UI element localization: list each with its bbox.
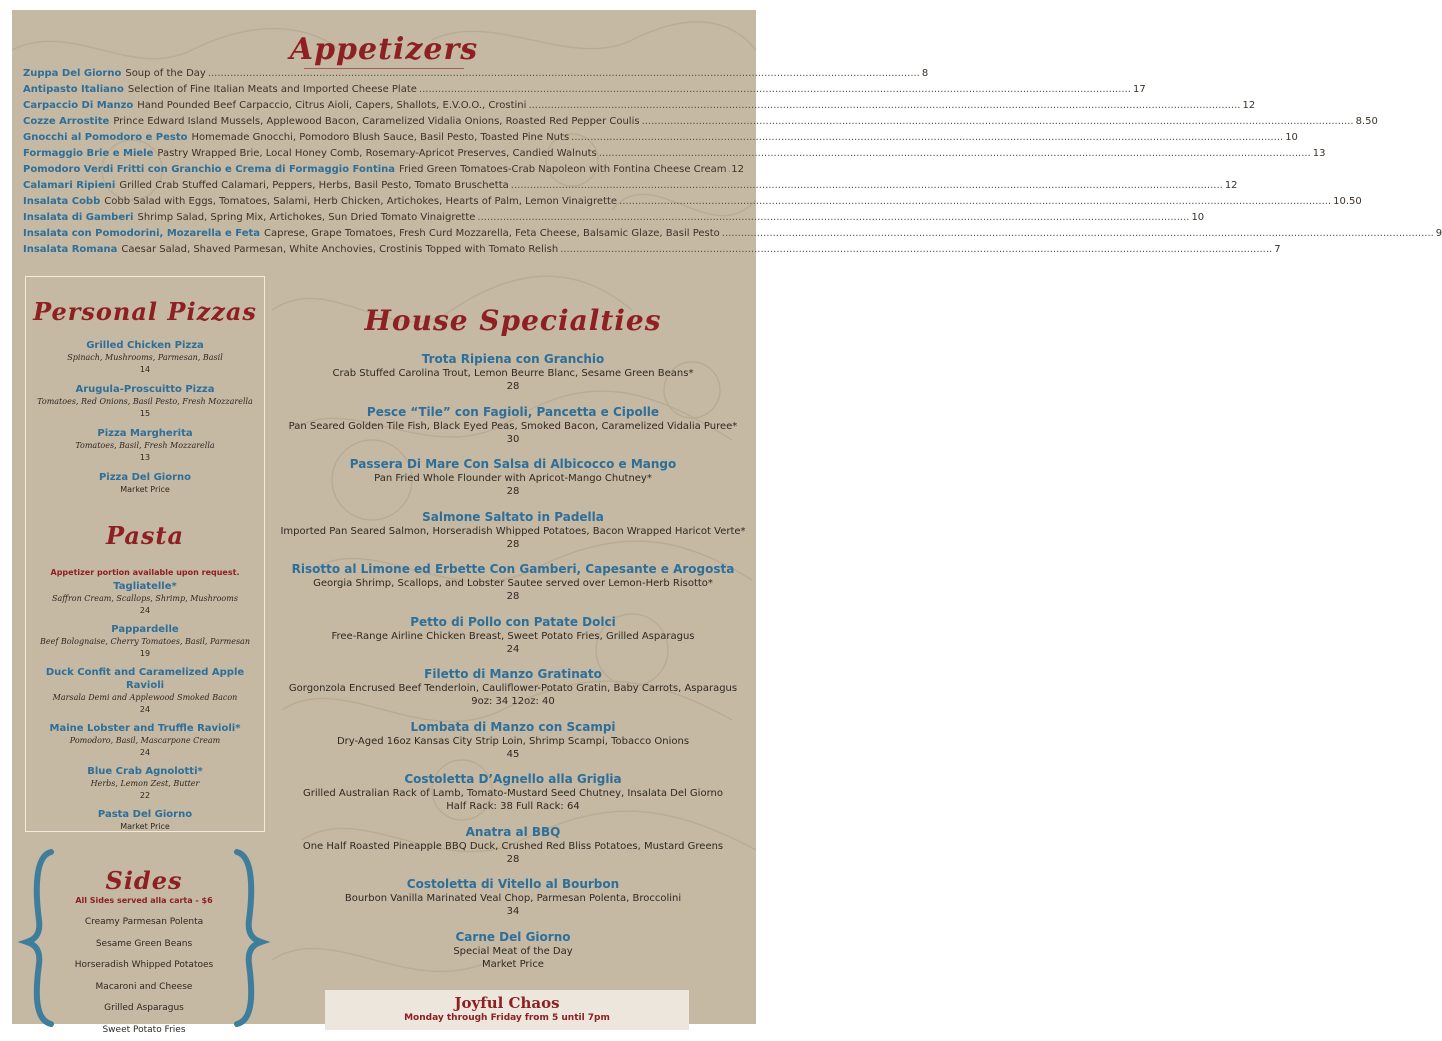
appetizer-description: Caprese, Grape Tomatoes, Fresh Curd Mozzarella, Feta Cheese, Balsamic Glaze, Basil Pesto: [264, 228, 720, 239]
appetizers-heading: Appetizers: [12, 32, 756, 67]
specialty-price: Half Rack: 38 Full Rack: 64: [270, 800, 756, 813]
appetizer-row: [23, 148, 744, 164]
appetizer-name: Cozze Arrostite: [23, 116, 109, 127]
pasta-price: Market Price: [26, 821, 264, 833]
house-specialties-list: [270, 352, 756, 982]
pasta-note: Appetizer portion available upon request.: [26, 567, 264, 579]
appetizer-row: [23, 84, 744, 100]
pizza-price: 14: [26, 364, 264, 376]
appetizer-price: 13: [1313, 148, 1326, 159]
dot-leader: [477, 212, 1189, 223]
specialty-price: 28: [270, 485, 756, 498]
pizza-name: Grilled Chicken Pizza: [26, 339, 264, 352]
specialty-price: 28: [270, 538, 756, 551]
appetizer-price: 12: [1225, 180, 1238, 191]
pizza-description: Spinach, Mushrooms, Parmesan, Basil: [26, 352, 264, 364]
appetizer-name: Carpaccio Di Manzo: [23, 100, 133, 111]
pasta-price: 22: [26, 790, 264, 802]
appetizer-price: 12: [1242, 100, 1255, 111]
appetizer-row: [23, 212, 744, 228]
happy-hour-title: Joyful Chaos: [325, 994, 689, 1012]
specialty-price: 9oz: 34 12oz: 40: [270, 695, 756, 708]
menu-page: [12, 10, 756, 1024]
specialty-item: [270, 510, 756, 563]
specialty-item: [270, 877, 756, 930]
appetizer-row: [23, 228, 744, 244]
appetizer-description: Homemade Gnocchi, Pomodoro Blush Sauce, Basil Pesto, Toasted Pine Nuts: [192, 132, 570, 143]
specialty-price: Market Price: [270, 958, 756, 971]
specialty-description: Grilled Australian Rack of Lamb, Tomato-Mustard Seed Chutney, Insalata Del Giorno: [270, 787, 756, 800]
pasta-description: Marsala Demi and Applewood Smoked Bacon: [26, 692, 264, 704]
side-item: Sweet Potato Fries: [25, 1020, 263, 1041]
appetizer-price: 12: [731, 164, 744, 175]
specialty-description: One Half Roasted Pineapple BBQ Duck, Crushed Red Bliss Potatoes, Mustard Greens: [270, 840, 756, 853]
pasta-heading: Pasta: [26, 521, 264, 550]
appetizer-name: Zuppa Del Giorno: [23, 68, 121, 79]
house-specialties-heading: House Specialties: [270, 304, 756, 337]
side-item: Sesame Green Beans: [25, 934, 263, 956]
appetizer-name: Pomodoro Verdi Fritti con Granchio e Crema di Formaggio Fontina: [23, 164, 395, 175]
pizza-name: Pizza Del Giorno: [26, 471, 264, 484]
specialty-description: Special Meat of the Day: [270, 945, 756, 958]
appetizer-row: [23, 164, 744, 180]
pasta-name: Pappardelle: [26, 623, 264, 636]
appetizer-price: 10.50: [1333, 196, 1362, 207]
dot-leader: [208, 68, 920, 79]
specialty-name: Anatra al BBQ: [270, 825, 756, 840]
appetizer-price: 7: [1274, 244, 1280, 255]
dot-leader: [619, 196, 1331, 207]
appetizers-list: [23, 68, 744, 260]
specialty-item: [270, 615, 756, 668]
dot-leader: [722, 228, 1434, 239]
specialty-description: Dry-Aged 16oz Kansas City Strip Loin, Shrimp Scampi, Tobacco Onions: [270, 735, 756, 748]
pasta-list: [26, 580, 264, 833]
specialty-name: Petto di Pollo con Patate Dolci: [270, 615, 756, 630]
appetizer-description: Fried Green Tomatoes-Crab Napoleon with Fontina Cheese Cream: [399, 164, 727, 175]
appetizer-name: Insalata con Pomodorini, Mozarella e Feta: [23, 228, 260, 239]
appetizer-description: Pastry Wrapped Brie, Local Honey Comb, Rosemary-Apricot Preserves, Candied Walnuts: [157, 148, 596, 159]
pasta-price: 24: [26, 747, 264, 759]
specialty-description: Free-Range Airline Chicken Breast, Sweet Potato Fries, Grilled Asparagus: [270, 630, 756, 643]
appetizer-row: [23, 68, 744, 84]
appetizer-price: 9: [1436, 228, 1442, 239]
specialty-item: [270, 772, 756, 825]
pasta-item: [26, 722, 264, 759]
pizza-item: [26, 471, 264, 496]
appetizer-row: [23, 132, 744, 148]
specialty-name: Costoletta di Vitello al Bourbon: [270, 877, 756, 892]
appetizer-name: Insalata di Gamberi: [23, 212, 133, 223]
personal-pizzas-heading: Personal Pizzas: [26, 297, 264, 326]
dot-leader: [560, 244, 1272, 255]
appetizer-row: [23, 100, 744, 116]
appetizer-description: Selection of Fine Italian Meats and Imported Cheese Plate: [128, 84, 417, 95]
pasta-price: 19: [26, 648, 264, 660]
dot-leader: [528, 100, 1240, 111]
specialty-description: Imported Pan Seared Salmon, Horseradish Whipped Potatoes, Bacon Wrapped Haricot Verte*: [270, 525, 756, 538]
pasta-item: [26, 765, 264, 802]
specialty-name: Carne Del Giorno: [270, 930, 756, 945]
sides-list: [25, 912, 263, 1041]
pasta-description: Herbs, Lemon Zest, Butter: [26, 778, 264, 790]
specialty-item: [270, 667, 756, 720]
appetizer-description: Grilled Crab Stuffed Calamari, Peppers, Herbs, Basil Pesto, Tomato Bruschetta: [119, 180, 508, 191]
specialty-price: 34: [270, 905, 756, 918]
specialty-price: 24: [270, 643, 756, 656]
dot-leader: [729, 164, 730, 175]
specialty-price: 28: [270, 853, 756, 866]
specialty-item: [270, 825, 756, 878]
appetizer-name: Antipasto Italiano: [23, 84, 124, 95]
pizza-name: Pizza Margherita: [26, 427, 264, 440]
pasta-description: Saffron Cream, Scallops, Shrimp, Mushrooms: [26, 593, 264, 605]
pizza-pasta-panel: [25, 276, 265, 832]
specialty-item: [270, 562, 756, 615]
side-item: Creamy Parmesan Polenta: [25, 912, 263, 934]
specialty-item: [270, 720, 756, 773]
pasta-section: [26, 567, 264, 839]
specialty-description: Bourbon Vanilla Marinated Veal Chop, Parmesan Polenta, Broccolini: [270, 892, 756, 905]
specialty-name: Trota Ripiena con Granchio: [270, 352, 756, 367]
appetizer-row: [23, 116, 744, 132]
specialty-item: [270, 930, 756, 983]
specialty-description: Gorgonzola Encrused Beef Tenderloin, Cauliflower-Potato Gratin, Baby Carrots, Asparagus: [270, 682, 756, 695]
specialty-description: Crab Stuffed Carolina Trout, Lemon Beurre Blanc, Sesame Green Beans*: [270, 367, 756, 380]
side-item: Grilled Asparagus: [25, 998, 263, 1020]
appetizer-description: Hand Pounded Beef Carpaccio, Citrus Aioli, Capers, Shallots, E.V.O.O., Crostini: [137, 100, 526, 111]
appetizer-price: 10: [1191, 212, 1204, 223]
specialty-name: Risotto al Limone ed Erbette Con Gamberi, Capesante e Arogosta: [270, 562, 756, 577]
pizzas-list: [26, 339, 264, 503]
specialty-item: [270, 457, 756, 510]
happy-hour-banner: [325, 990, 689, 1030]
side-item: Macaroni and Cheese: [25, 977, 263, 999]
specialty-name: Costoletta D’Agnello alla Griglia: [270, 772, 756, 787]
appetizer-price: 8: [922, 68, 928, 79]
appetizer-price: 10: [1285, 132, 1298, 143]
appetizer-name: Insalata Cobb: [23, 196, 100, 207]
appetizer-name: Insalata Romana: [23, 244, 117, 255]
dot-leader: [599, 148, 1311, 159]
appetizer-description: Shrimp Salad, Spring Mix, Artichokes, Sun Dried Tomato Vinaigrette: [137, 212, 475, 223]
dot-leader: [571, 132, 1283, 143]
pizza-description: Tomatoes, Basil, Fresh Mozzarella: [26, 440, 264, 452]
dot-leader: [511, 180, 1223, 191]
pasta-name: Duck Confit and Caramelized Apple Ravioli: [26, 666, 264, 692]
pasta-item: [26, 808, 264, 833]
specialty-description: Pan Fried Whole Flounder with Apricot-Mango Chutney*: [270, 472, 756, 485]
pasta-name: Blue Crab Agnolotti*: [26, 765, 264, 778]
appetizer-row: [23, 196, 744, 212]
specialty-price: 28: [270, 590, 756, 603]
pasta-item: [26, 666, 264, 716]
appetizer-description: Soup of the Day: [125, 68, 205, 79]
pasta-name: Tagliatelle*: [26, 580, 264, 593]
appetizer-name: Gnocchi al Pomodoro e Pesto: [23, 132, 188, 143]
pasta-item: [26, 623, 264, 660]
sides-panel: [25, 850, 263, 1024]
appetizer-name: Calamari Ripieni: [23, 180, 115, 191]
appetizer-name: Formaggio Brie e Miele: [23, 148, 153, 159]
pasta-description: Beef Bolognaise, Cherry Tomatoes, Basil, Parmesan: [26, 636, 264, 648]
pizza-name: Arugula-Proscuitto Pizza: [26, 383, 264, 396]
specialty-price: 30: [270, 433, 756, 446]
pizza-price: 15: [26, 408, 264, 420]
appetizer-price: 8.50: [1356, 116, 1378, 127]
pizza-item: [26, 427, 264, 464]
specialty-item: [270, 405, 756, 458]
specialty-price: 28: [270, 380, 756, 393]
dot-leader: [642, 116, 1354, 127]
specialty-name: Filetto di Manzo Gratinato: [270, 667, 756, 682]
pasta-price: 24: [26, 605, 264, 617]
pasta-name: Pasta Del Giorno: [26, 808, 264, 821]
pasta-description: Pomodoro, Basil, Mascarpone Cream: [26, 735, 264, 747]
appetizer-description: Prince Edward Island Mussels, Applewood Bacon, Caramelized Vidalia Onions, Roasted Red Pepper Coulis: [113, 116, 639, 127]
sides-note: All Sides served alla carta - $6: [25, 896, 263, 905]
pizza-description: Tomatoes, Red Onions, Basil Pesto, Fresh Mozzarella: [26, 396, 264, 408]
side-item: Horseradish Whipped Potatoes: [25, 955, 263, 977]
pasta-name: Maine Lobster and Truffle Ravioli*: [26, 722, 264, 735]
pasta-price: 24: [26, 704, 264, 716]
dot-leader: [419, 84, 1131, 95]
pizza-price: Market Price: [26, 484, 264, 496]
specialty-name: Pesce “Tile” con Fagioli, Pancetta e Cipolle: [270, 405, 756, 420]
pizza-item: [26, 383, 264, 420]
pizza-item: [26, 339, 264, 376]
sides-heading: Sides: [25, 866, 263, 895]
appetizer-description: Cobb Salad with Eggs, Tomatoes, Salami, Herb Chicken, Artichokes, Hearts of Palm, Lemon Vinaigrette: [104, 196, 617, 207]
specialty-description: Pan Seared Golden Tile Fish, Black Eyed Peas, Smoked Bacon, Caramelized Vidalia Puree*: [270, 420, 756, 433]
appetizer-row: [23, 244, 744, 260]
specialty-item: [270, 352, 756, 405]
specialty-name: Passera Di Mare Con Salsa di Albicocco e Mango: [270, 457, 756, 472]
happy-hour-schedule: Monday through Friday from 5 until 7pm: [325, 1013, 689, 1023]
pasta-item: [26, 580, 264, 617]
pizza-price: 13: [26, 452, 264, 464]
specialty-price: 45: [270, 748, 756, 761]
appetizer-price: 17: [1133, 84, 1146, 95]
appetizer-row: [23, 180, 744, 196]
specialty-name: Lombata di Manzo con Scampi: [270, 720, 756, 735]
appetizer-description: Caesar Salad, Shaved Parmesan, White Anchovies, Crostinis Topped with Tomato Relish: [121, 244, 558, 255]
specialty-description: Georgia Shrimp, Scallops, and Lobster Sautee served over Lemon-Herb Risotto*: [270, 577, 756, 590]
specialty-name: Salmone Saltato in Padella: [270, 510, 756, 525]
